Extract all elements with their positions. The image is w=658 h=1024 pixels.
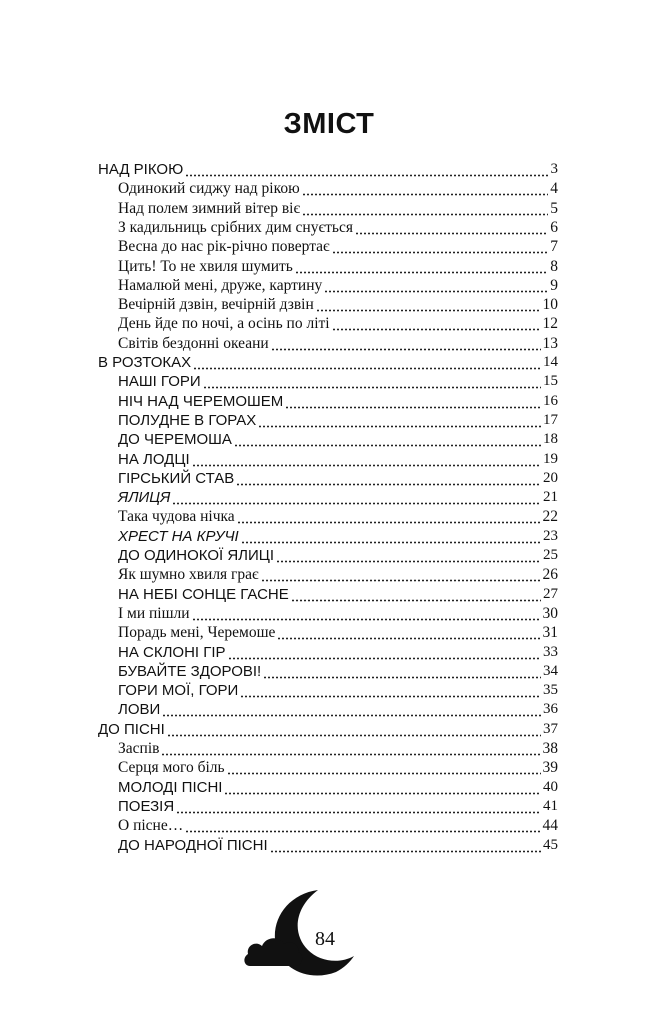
- toc-entry-page: 34: [543, 662, 558, 679]
- dot-leader: [234, 430, 541, 449]
- toc-entry-title: І ми пішли: [118, 604, 190, 622]
- toc-entry-page: 21: [543, 489, 558, 506]
- toc-entry-page: 17: [543, 411, 558, 428]
- toc-entry-page: 38: [542, 740, 558, 757]
- dot-leader: [277, 623, 540, 642]
- dot-leader: [167, 720, 541, 739]
- page-title: ЗМІСТ: [283, 108, 375, 140]
- dot-leader: [271, 334, 541, 353]
- toc-entry-page: 5: [550, 199, 558, 217]
- dot-leader: [276, 546, 541, 565]
- toc-entry-title: НА ЛОДЦІ: [118, 450, 190, 468]
- toc-entry-page: 12: [542, 315, 558, 333]
- toc-entry-page: 37: [543, 720, 558, 737]
- toc-entry-page: 27: [543, 585, 558, 602]
- toc-entry-title: Світів бездонні океани: [118, 334, 269, 352]
- toc-entry-title: Весна до нас рік-річно повертає: [118, 238, 330, 256]
- toc-entry-page: 45: [543, 836, 558, 853]
- dot-leader: [295, 257, 548, 276]
- toc-entry: [118, 276, 558, 295]
- toc-entry-page: 3: [550, 161, 558, 177]
- toc-entry-title: Заспів: [118, 740, 160, 757]
- dot-leader: [176, 797, 541, 816]
- toc-entry: [118, 681, 558, 700]
- toc-entry-title: БУВАЙТЕ ЗДОРОВІ!: [118, 662, 262, 680]
- toc-entry-page: 16: [543, 392, 558, 409]
- dot-leader: [185, 816, 540, 835]
- toc-entry: [118, 507, 558, 526]
- toc-entry-page: 33: [543, 643, 558, 660]
- toc-entry: [118, 488, 558, 507]
- dot-leader: [258, 411, 541, 430]
- toc-entry-title: ЯЛИЦЯ: [118, 489, 171, 507]
- moon-cloud-icon: [240, 884, 360, 980]
- dot-leader: [192, 604, 541, 623]
- toc-entry: [118, 585, 558, 604]
- dot-leader: [192, 450, 541, 469]
- toc-entry: [98, 720, 558, 739]
- toc-entry-page: 41: [543, 797, 558, 814]
- toc-entry-title: НА СКЛОНІ ГІР: [118, 643, 226, 661]
- toc-entry-page: 25: [543, 547, 558, 563]
- toc-entry: [118, 643, 558, 662]
- toc-entry-title: Вечірній дзвін, вечірній дзвін: [118, 296, 314, 314]
- toc-entry-page: 22: [542, 508, 558, 526]
- toc-entry-page: 31: [542, 624, 558, 642]
- toc-entry-page: 13: [542, 334, 558, 352]
- toc-entry-page: 8: [550, 257, 558, 275]
- toc-entry: [118, 314, 558, 333]
- dot-leader: [203, 372, 541, 391]
- toc-entry-title: З кадильниць срібних дим снується: [118, 218, 353, 236]
- dot-leader: [236, 469, 541, 488]
- dot-leader: [302, 179, 549, 198]
- dot-leader: [332, 314, 541, 333]
- toc-entry-page: 26: [542, 566, 558, 584]
- toc-entry-title: ДО ЧЕРЕМОША: [118, 431, 232, 449]
- toc-entry-page: 40: [543, 778, 558, 795]
- toc-entry-title: ЛОВИ: [118, 701, 161, 719]
- toc-entry-title: НАД РІКОЮ: [98, 161, 184, 178]
- toc-entry-page: 23: [543, 527, 558, 544]
- toc-entry-title: Намалюй мені, друже, картину: [118, 276, 323, 294]
- toc-entry: [118, 392, 558, 411]
- toc-entry-page: 39: [542, 759, 558, 777]
- dot-leader: [316, 295, 541, 314]
- toc-entry: [98, 353, 558, 372]
- toc-entry: [118, 758, 558, 777]
- toc-entry: [118, 623, 558, 642]
- toc-entry: [118, 411, 558, 430]
- dot-leader: [291, 585, 541, 604]
- dot-leader: [161, 739, 540, 758]
- toc-entry-page: 18: [543, 431, 558, 448]
- dot-leader: [285, 392, 541, 411]
- toc-entry-page: 4: [550, 180, 558, 198]
- dot-leader: [237, 507, 541, 526]
- toc-entry-title: ПОЕЗІЯ: [118, 797, 175, 815]
- toc-entry-title: Цить! То не хвиля шумить: [118, 257, 293, 275]
- toc-entry: [118, 778, 558, 797]
- toc-entry-title: ПОЛУДНЕ В ГОРАХ: [118, 411, 257, 429]
- toc-entry-title: ДО НАРОДНОЇ ПІСНІ: [118, 836, 268, 854]
- toc-entry-page: 10: [542, 296, 558, 314]
- toc-entry-title: О пісне…: [118, 817, 184, 835]
- toc-entry: [118, 430, 558, 449]
- toc-entry: [118, 257, 558, 276]
- toc-entry-title: День йде по ночі, а осінь по літі: [118, 315, 330, 333]
- toc-entry-title: В РОЗТОКАХ: [98, 354, 192, 371]
- toc-entry-title: МОЛОДІ ПІСНІ: [118, 778, 223, 796]
- toc-entry-title: Порадь мені, Черемоше: [118, 624, 276, 642]
- dot-leader: [324, 276, 548, 295]
- toc-entry-page: 6: [550, 218, 558, 236]
- toc-entry-page: 7: [550, 238, 558, 256]
- dot-leader: [185, 160, 548, 179]
- dot-leader: [227, 758, 541, 777]
- toc-entry-title: ДО ПІСНІ: [98, 720, 165, 738]
- dot-leader: [240, 681, 541, 700]
- toc-entry: [118, 700, 558, 719]
- toc-entry-title: Серця мого біль: [118, 759, 225, 777]
- toc-entry: [118, 218, 558, 237]
- toc-entry-title: ГІРСЬКИЙ СТАВ: [118, 469, 235, 487]
- toc-entry-title: НА НЕБІ СОНЦЕ ГАСНЕ: [118, 585, 289, 603]
- toc-entry: [118, 179, 558, 198]
- toc-entry: [118, 797, 558, 816]
- dot-leader: [224, 778, 541, 797]
- dot-leader: [162, 700, 541, 719]
- dot-leader: [193, 353, 541, 372]
- toc-entry: [118, 816, 558, 835]
- toc-entry: [118, 527, 558, 546]
- toc-entry-page: 20: [543, 469, 558, 486]
- toc-entry: [118, 836, 558, 855]
- dot-leader: [332, 237, 549, 256]
- toc-entry-page: 19: [543, 450, 558, 467]
- toc-entry-title: Одинокий сиджу над рікою: [118, 180, 300, 198]
- toc-entry-title: НІЧ НАД ЧЕРЕМОШЕМ: [118, 392, 284, 410]
- toc-entry: [118, 237, 558, 256]
- toc-entry: [118, 295, 558, 314]
- toc-entry-title: НАШІ ГОРИ: [118, 373, 201, 391]
- dot-leader: [270, 836, 541, 855]
- toc-entry-page: 14: [543, 354, 558, 370]
- toc-entry-page: 35: [543, 682, 558, 699]
- toc-entry: [118, 372, 558, 391]
- toc-entry: [118, 565, 558, 584]
- toc-entry-title: Така чудова нічка: [118, 508, 235, 526]
- toc-entry: [118, 334, 558, 353]
- dot-leader: [228, 643, 541, 662]
- toc-entry-title: ГОРИ МОЇ, ГОРИ: [118, 682, 239, 700]
- dot-leader: [302, 199, 548, 218]
- toc-entry: [118, 739, 558, 758]
- toc-entry-page: 15: [543, 373, 558, 390]
- toc-entry-page: 9: [550, 276, 558, 294]
- toc-entry-page: 30: [542, 604, 558, 622]
- toc-entry: [118, 469, 558, 488]
- toc-entry-title: ДО ОДИНОКОЇ ЯЛИЦІ: [118, 547, 275, 564]
- dot-leader: [261, 565, 541, 584]
- dot-leader: [263, 662, 541, 681]
- dot-leader: [172, 488, 541, 507]
- toc-entry-title: Як шумно хвиля грає: [118, 566, 259, 584]
- toc-entry-title: Над полем зимний вітер віє: [118, 199, 301, 217]
- toc-entry: [118, 199, 558, 218]
- page-number: 84: [315, 928, 335, 950]
- toc-entry-page: 36: [543, 701, 558, 718]
- dot-leader: [241, 527, 541, 546]
- toc-entry: [118, 604, 558, 623]
- toc-entry-title: ХРЕСТ НА КРУЧІ: [118, 527, 239, 545]
- toc-entry: [118, 546, 558, 565]
- dot-leader: [355, 218, 548, 237]
- toc-entry-page: 44: [542, 817, 558, 835]
- toc-entry: [98, 160, 558, 179]
- toc-entry: [118, 450, 558, 469]
- toc-entry: [118, 662, 558, 681]
